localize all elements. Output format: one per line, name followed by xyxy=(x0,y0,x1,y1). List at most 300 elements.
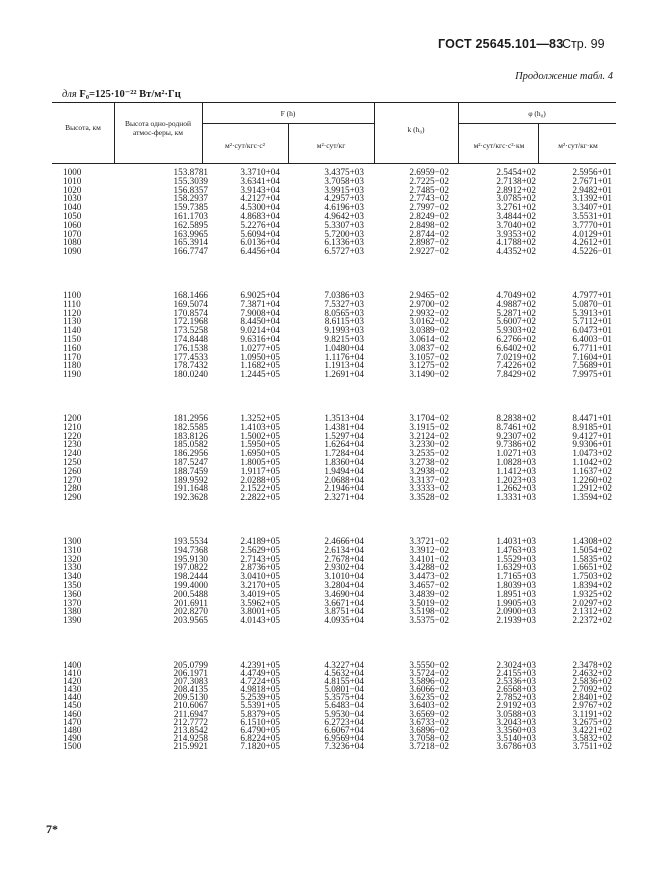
cell-f2: 6.1336+03 xyxy=(324,237,364,248)
cell-rho: 159.7385 xyxy=(173,202,208,213)
cell-p1: 3.2761+02 xyxy=(496,202,536,213)
cell-k: 2.8498−02 xyxy=(409,219,449,230)
cell-f2: 1.3513+04 xyxy=(324,413,364,423)
cell-rho: 169.5074 xyxy=(173,298,208,309)
cell-f1: 1.2445+05 xyxy=(240,369,280,380)
cell-p1: 2.8912+02 xyxy=(496,184,536,195)
cell-f1: 7.3871+04 xyxy=(240,298,280,309)
cell-h: 1220 xyxy=(63,430,82,441)
cell-p1: 2.6568+03 xyxy=(496,684,536,695)
cell-p1: 1.4031+03 xyxy=(496,536,536,546)
cell-f2: 4.3227+04 xyxy=(324,660,364,670)
cell-p2: 2.4632+02 xyxy=(572,668,612,679)
cell-f2: 4.8155+04 xyxy=(324,676,364,687)
cell-rho: 187.5247 xyxy=(173,456,208,467)
table-header xyxy=(52,102,616,164)
cell-k: 3.5375−02 xyxy=(409,615,449,626)
cell-f1: 3.5962+05 xyxy=(240,597,280,608)
cell-p1: 7.4226+02 xyxy=(496,360,536,371)
cell-k: 3.6403−02 xyxy=(409,700,449,711)
cell-f1: 9.0214+04 xyxy=(240,325,280,336)
cell-k: 3.6066−02 xyxy=(409,684,449,695)
cell-p2: 7.5689+01 xyxy=(572,360,612,371)
cell-k: 3.3528−02 xyxy=(409,492,449,503)
cell-rho: 174.8448 xyxy=(173,333,208,344)
header-f-group: F (h) xyxy=(280,109,296,118)
cell-f2: 3.9915+03 xyxy=(324,184,364,195)
cell-h: 1240 xyxy=(63,448,82,459)
cell-f2: 1.2691+04 xyxy=(324,369,364,380)
cell-p2: 5.3913+01 xyxy=(572,307,612,318)
cell-f2: 5.9530−04 xyxy=(324,708,364,719)
cell-h: 1280 xyxy=(63,483,82,494)
cell-p2: 1.5835+02 xyxy=(572,553,612,564)
cell-p2: 1.0473+02 xyxy=(572,448,612,459)
cell-p1: 9.2307+02 xyxy=(496,430,536,441)
cell-rho: 153.8781 xyxy=(173,167,208,177)
cell-p1: 9.7386+02 xyxy=(496,439,536,450)
cell-h: 1130 xyxy=(63,316,82,327)
table-group xyxy=(52,168,616,256)
cell-rho: 199.4000 xyxy=(173,579,208,590)
cell-f1: 6.9025+04 xyxy=(240,290,280,300)
cell-p2: 3.3407+01 xyxy=(572,202,612,213)
cell-rho: 207.3083 xyxy=(173,676,208,687)
cell-rho: 178.7432 xyxy=(173,360,208,371)
cell-k: 3.1057−02 xyxy=(409,351,449,362)
cell-p2: 3.7511+02 xyxy=(572,740,612,751)
cell-h: 1490 xyxy=(63,732,82,743)
cell-h: 1500 xyxy=(63,740,82,751)
cell-p1: 3.0588+03 xyxy=(496,708,536,719)
cell-k: 3.6569−02 xyxy=(409,708,449,719)
cell-k: 3.4839−02 xyxy=(409,588,449,599)
cell-rho: 201.6911 xyxy=(173,597,208,608)
cell-f2: 5.6483−04 xyxy=(324,700,364,711)
divider xyxy=(458,123,616,124)
table-row xyxy=(52,247,616,256)
cell-f2: 1.6264+04 xyxy=(324,439,364,450)
cell-f2: 1.1913+04 xyxy=(324,360,364,371)
cell-rho: 155.3039 xyxy=(173,175,208,186)
cell-rho: 182.5585 xyxy=(173,421,208,432)
table-continuation: Продолжение табл. 4 xyxy=(515,71,613,82)
cell-k: 3.0614−02 xyxy=(409,333,449,344)
cell-h: 1400 xyxy=(63,660,82,670)
cell-f2: 2.3271+04 xyxy=(324,492,364,503)
cell-p2: 3.1392+01 xyxy=(572,193,612,204)
cell-h: 1410 xyxy=(63,668,82,679)
cell-p2: 1.2260+02 xyxy=(572,474,612,485)
cell-h: 1470 xyxy=(63,716,82,727)
cell-f1: 2.0288+05 xyxy=(240,474,280,485)
cell-p1: 1.9905+03 xyxy=(496,597,536,608)
cell-k: 3.7218−02 xyxy=(409,740,449,751)
cell-f2: 2.4666+04 xyxy=(324,536,364,546)
cell-p1: 2.5454+02 xyxy=(496,167,536,177)
cell-f1: 4.4749+05 xyxy=(240,668,280,679)
cell-f2: 1.9494+04 xyxy=(324,465,364,476)
cell-rho: 213.8542 xyxy=(173,724,208,735)
cell-p1: 2.5336+03 xyxy=(496,676,536,687)
cell-f1: 3.9143+04 xyxy=(240,184,280,195)
cell-f2: 5.7200+03 xyxy=(324,228,364,239)
cell-f1: 1.4103+05 xyxy=(240,421,280,432)
cell-f2: 6.6067+04 xyxy=(324,724,364,735)
cell-k: 3.3912−02 xyxy=(409,544,449,555)
cell-h: 1160 xyxy=(63,342,82,353)
cell-rho: 200.5488 xyxy=(173,588,208,599)
cell-p2: 1.7503+02 xyxy=(572,571,612,582)
cell-f2: 3.4690+04 xyxy=(324,588,364,599)
divider xyxy=(538,123,539,163)
cell-f1: 5.2539+05 xyxy=(240,692,280,703)
cell-f1: 4.0143+05 xyxy=(240,615,280,626)
cell-f1: 4.2391+05 xyxy=(240,660,280,670)
cell-h: 1000 xyxy=(63,167,82,177)
cell-f1: 8.4450+04 xyxy=(240,316,280,327)
header-phi-group: φ (h₀) xyxy=(528,109,546,118)
cell-h: 1380 xyxy=(63,606,82,617)
cell-f2: 2.7678+04 xyxy=(324,553,364,564)
cell-rho: 177.4533 xyxy=(173,351,208,362)
cell-h: 1330 xyxy=(63,562,82,573)
cell-f2: 3.4375+03 xyxy=(324,167,364,177)
cell-p2: 1.6651+02 xyxy=(572,562,612,573)
cell-rho: 181.2956 xyxy=(173,413,208,423)
cell-f2: 7.3236+04 xyxy=(324,740,364,751)
cell-p2: 4.0129+01 xyxy=(572,228,612,239)
cell-p1: 1.3331+03 xyxy=(496,492,536,503)
cell-rho: 194.7368 xyxy=(173,544,208,555)
cell-p1: 2.1939+03 xyxy=(496,615,536,626)
cell-h: 1080 xyxy=(63,237,82,248)
cell-f1: 1.9117+05 xyxy=(240,465,280,476)
cell-h: 1090 xyxy=(63,246,82,257)
cell-f2: 3.2804+04 xyxy=(324,579,364,590)
cell-k: 3.6235−02 xyxy=(409,692,449,703)
cell-p2: 1.2912+02 xyxy=(572,483,612,494)
cell-f2: 1.0480+04 xyxy=(324,342,364,353)
cell-rho: 197.0822 xyxy=(173,562,208,573)
cell-p1: 1.0271+03 xyxy=(496,448,536,459)
cell-k: 2.8744−02 xyxy=(409,228,449,239)
cell-f1: 3.3710+04 xyxy=(240,167,280,177)
cell-f2: 6.9569+04 xyxy=(324,732,364,743)
cell-h: 1210 xyxy=(63,421,82,432)
cell-rho: 180.0240 xyxy=(173,369,208,380)
cell-p1: 8.2838+02 xyxy=(496,413,536,423)
cell-k: 3.2124−02 xyxy=(409,430,449,441)
cell-p1: 7.8429+02 xyxy=(496,369,536,380)
cell-p2: 3.5832+02 xyxy=(572,732,612,743)
cell-f1: 2.1522+05 xyxy=(240,483,280,494)
cell-p2: 3.7770+01 xyxy=(572,219,612,230)
cell-f1: 1.6950+05 xyxy=(240,448,280,459)
cell-h: 1390 xyxy=(63,615,82,626)
cell-rho: 166.7747 xyxy=(173,246,208,257)
cell-p1: 3.7040+02 xyxy=(496,219,536,230)
cell-rho: 192.3628 xyxy=(173,492,208,503)
cell-p2: 6.7711+01 xyxy=(572,342,612,353)
cell-rho: 202.8270 xyxy=(173,606,208,617)
cell-h: 1290 xyxy=(63,492,82,503)
cell-k: 3.5019−02 xyxy=(409,597,449,608)
cell-k: 3.2738−02 xyxy=(409,456,449,467)
cell-f2: 3.8751+04 xyxy=(324,606,364,617)
cell-f1: 6.8224+05 xyxy=(240,732,280,743)
cell-f1: 5.2276+04 xyxy=(240,219,280,230)
cell-p1: 3.6786+03 xyxy=(496,740,536,751)
cell-k: 3.4101−02 xyxy=(409,553,449,564)
cell-p2: 2.2372+02 xyxy=(572,615,612,626)
cell-p2: 1.3594+02 xyxy=(572,492,612,503)
cell-p1: 1.2662+03 xyxy=(496,483,536,494)
cell-f2: 4.5632+04 xyxy=(324,668,364,679)
condition-prefix: для xyxy=(62,89,77,100)
cell-p1: 4.4352+02 xyxy=(496,246,536,257)
cell-h: 1360 xyxy=(63,588,82,599)
cell-f2: 4.2957+03 xyxy=(324,193,364,204)
cell-p1: 1.2023+03 xyxy=(496,474,536,485)
table-row xyxy=(52,616,616,625)
cell-h: 1110 xyxy=(63,298,81,309)
cell-p1: 1.7165+03 xyxy=(496,571,536,582)
header-p1: м²·сут/кгс·с²·км xyxy=(473,141,525,150)
cell-f2: 7.0386+03 xyxy=(324,290,364,300)
cell-f2: 2.9302+04 xyxy=(324,562,364,573)
cell-p2: 8.4471+01 xyxy=(572,413,612,423)
cell-rho: 188.7459 xyxy=(173,465,208,476)
cell-h: 1440 xyxy=(63,692,82,703)
table-row xyxy=(52,493,616,502)
cell-h: 1430 xyxy=(63,684,82,695)
table-group xyxy=(52,537,616,625)
cell-p1: 2.3024+03 xyxy=(496,660,536,670)
cell-p1: 4.1788+02 xyxy=(496,237,536,248)
table-group xyxy=(52,291,616,379)
cell-p2: 1.9325+02 xyxy=(572,588,612,599)
page-number: Стр. 99 xyxy=(562,37,605,51)
cell-h: 1040 xyxy=(63,202,82,213)
cell-k: 3.1704−02 xyxy=(409,413,449,423)
cell-f2: 6.2723+04 xyxy=(324,716,364,727)
cell-f1: 5.6094+04 xyxy=(240,228,280,239)
cell-p2: 1.8394+02 xyxy=(572,579,612,590)
cell-h: 1150 xyxy=(63,333,82,344)
cell-f1: 6.0136+04 xyxy=(240,237,280,248)
cell-h: 1370 xyxy=(63,597,82,608)
cell-h: 1020 xyxy=(63,184,82,195)
cell-k: 3.3333−02 xyxy=(409,483,449,494)
cell-h: 1300 xyxy=(63,536,82,546)
cell-f2: 9.1993+03 xyxy=(324,325,364,336)
cell-rho: 211.6947 xyxy=(173,708,208,719)
cell-f1: 7.1820+05 xyxy=(240,740,280,751)
cell-k: 3.4473−02 xyxy=(409,571,449,582)
cell-f1: 3.6341+04 xyxy=(240,175,280,186)
cell-rho: 163.9965 xyxy=(173,228,208,239)
cell-p2: 2.7671+01 xyxy=(572,175,612,186)
cell-k: 3.5724−02 xyxy=(409,668,449,679)
cell-f2: 3.7058+03 xyxy=(324,175,364,186)
cell-p1: 1.1412+03 xyxy=(496,465,536,476)
cell-k: 3.4288−02 xyxy=(409,562,449,573)
cell-p2: 1.1042+02 xyxy=(572,456,612,467)
cell-f1: 6.1510+05 xyxy=(240,716,280,727)
cell-p2: 5.0870−01 xyxy=(572,298,612,309)
cell-f2: 1.5297+04 xyxy=(324,430,364,441)
cell-p1: 1.5529+03 xyxy=(496,553,536,564)
cell-k: 3.0162−02 xyxy=(409,316,449,327)
cell-k: 3.5198−02 xyxy=(409,606,449,617)
cell-f1: 2.7143+05 xyxy=(240,553,280,564)
cell-p1: 3.3560+03 xyxy=(496,724,536,735)
cell-h: 1460 xyxy=(63,708,82,719)
cell-k: 2.6959−02 xyxy=(409,167,449,177)
table-row xyxy=(52,742,616,750)
cell-f2: 5.3307+03 xyxy=(324,219,364,230)
cell-h: 1480 xyxy=(63,724,82,735)
cell-k: 3.0837−02 xyxy=(409,342,449,353)
cell-p1: 2.9192+03 xyxy=(496,700,536,711)
cell-h: 1320 xyxy=(63,553,82,564)
cell-p2: 1.1637+02 xyxy=(572,465,612,476)
cell-h: 1170 xyxy=(63,351,82,362)
cell-p2: 4.5226−01 xyxy=(572,246,612,257)
cell-f1: 1.0277+05 xyxy=(240,342,280,353)
divider xyxy=(288,123,289,163)
cell-f1: 5.8379+05 xyxy=(240,708,280,719)
cell-rho: 170.8574 xyxy=(173,307,208,318)
cell-h: 1060 xyxy=(63,219,82,230)
cell-p1: 2.0900+03 xyxy=(496,606,536,617)
cell-rho: 198.2444 xyxy=(173,571,208,582)
cell-f1: 1.5002+05 xyxy=(240,430,280,441)
cell-k: 2.9700−02 xyxy=(409,298,449,309)
cell-p2: 2.9482+01 xyxy=(572,184,612,195)
header-height: Высота, км xyxy=(65,123,101,132)
cell-rho: 191.1648 xyxy=(173,483,208,494)
cell-f1: 1.1682+05 xyxy=(240,360,280,371)
cell-h: 1200 xyxy=(63,413,82,423)
cell-k: 3.5896−02 xyxy=(409,676,449,687)
cell-f2: 7.5327+03 xyxy=(324,298,364,309)
header-f1: м²·сут/кгс·с² xyxy=(225,141,265,150)
cell-rho: 165.3914 xyxy=(173,237,208,248)
cell-p2: 9.9306+01 xyxy=(572,439,612,450)
cell-p1: 5.9303+02 xyxy=(496,325,536,336)
cell-p1: 5.6007+02 xyxy=(496,316,536,327)
cell-p1: 4.7049+02 xyxy=(496,290,536,300)
cell-rho: 186.2956 xyxy=(173,448,208,459)
cell-p1: 6.2766+02 xyxy=(496,333,536,344)
cell-k: 3.0389−02 xyxy=(409,325,449,336)
cell-p1: 1.0828+03 xyxy=(496,456,536,467)
header-f2: м²·сут/кг xyxy=(316,141,346,150)
cell-f1: 4.7224+05 xyxy=(240,676,280,687)
cell-h: 1350 xyxy=(63,579,82,590)
cell-p1: 3.5140+03 xyxy=(496,732,536,743)
cell-p2: 3.2675+02 xyxy=(572,716,612,727)
cell-k: 3.1275−02 xyxy=(409,360,449,371)
cell-k: 2.9227−02 xyxy=(409,246,449,257)
cell-p2: 3.5531+01 xyxy=(572,210,612,221)
cell-k: 2.9465−02 xyxy=(409,290,449,300)
standard-number: ГОСТ 25645.101—83 xyxy=(438,37,564,51)
cell-f1: 1.0950+05 xyxy=(240,351,280,362)
cell-k: 3.2535−02 xyxy=(409,448,449,459)
cell-f1: 4.9818+05 xyxy=(240,684,280,695)
cell-f2: 8.6115+03 xyxy=(324,316,364,327)
cell-f2: 1.1176+04 xyxy=(324,351,364,362)
cell-f2: 1.8360+04 xyxy=(324,456,364,467)
cell-f2: 5.3575+04 xyxy=(324,692,364,703)
condition-value: F₀=125·10⁻²² Вт/м²·Гц xyxy=(79,89,181,100)
cell-f2: 8.0565+03 xyxy=(324,307,364,318)
cell-f1: 2.2822+05 xyxy=(240,492,280,503)
cell-k: 2.8249−02 xyxy=(409,210,449,221)
cell-f1: 4.8683+04 xyxy=(240,210,280,221)
cell-f1: 3.4019+05 xyxy=(240,588,280,599)
cell-rho: 185.0582 xyxy=(173,439,208,450)
table-group xyxy=(52,661,616,750)
cell-k: 3.1915−02 xyxy=(409,421,449,432)
cell-h: 1250 xyxy=(63,456,82,467)
cell-p1: 3.2043+03 xyxy=(496,716,536,727)
cell-p1: 3.4844+02 xyxy=(496,210,536,221)
cell-k: 3.4657−02 xyxy=(409,579,449,590)
cell-f1: 6.4456+04 xyxy=(240,246,280,257)
cell-rho: 210.6067 xyxy=(173,700,208,711)
cell-p2: 8.9185+01 xyxy=(572,421,612,432)
cell-k: 2.7997−02 xyxy=(409,202,449,213)
cell-k: 3.5550−02 xyxy=(409,660,449,670)
cell-p2: 2.1312+02 xyxy=(572,606,612,617)
cell-h: 1100 xyxy=(63,290,82,300)
cell-p2: 3.4221+02 xyxy=(572,724,612,735)
cell-p1: 1.6329+03 xyxy=(496,562,536,573)
cell-p1: 5.2871+02 xyxy=(496,307,536,318)
cell-f1: 9.6316+04 xyxy=(240,333,280,344)
cell-k: 2.7225−02 xyxy=(409,175,449,186)
cell-p1: 1.8951+03 xyxy=(496,588,536,599)
cell-k: 3.2330−02 xyxy=(409,439,449,450)
cell-rho: 172.1968 xyxy=(173,316,208,327)
cell-f1: 4.5300+04 xyxy=(240,202,280,213)
cell-h: 1310 xyxy=(63,544,82,555)
cell-rho: 195.9130 xyxy=(173,553,208,564)
header-rho: Высота одно-родной атмос-феры, км xyxy=(124,119,192,137)
cell-k: 2.9932−02 xyxy=(409,307,449,318)
cell-f1: 5.5391+05 xyxy=(240,700,280,711)
cell-p1: 7.0219+02 xyxy=(496,351,536,362)
cell-k: 3.7058−02 xyxy=(409,732,449,743)
cell-f2: 6.5727+03 xyxy=(324,246,364,257)
cell-f1: 1.8005+05 xyxy=(240,456,280,467)
cell-p2: 6.4003−01 xyxy=(572,333,612,344)
cell-f2: 4.6196+03 xyxy=(324,202,364,213)
cell-rho: 214.9258 xyxy=(173,732,208,743)
cell-f2: 5.0801−04 xyxy=(324,684,364,695)
cell-h: 1340 xyxy=(63,571,82,582)
table-condition xyxy=(62,88,181,100)
cell-p2: 9.4127+01 xyxy=(572,430,612,441)
cell-k: 2.8987−02 xyxy=(409,237,449,248)
cell-p2: 6.0473+01 xyxy=(572,325,612,336)
cell-rho: 156.8357 xyxy=(173,184,208,195)
cell-h: 1140 xyxy=(63,325,82,336)
